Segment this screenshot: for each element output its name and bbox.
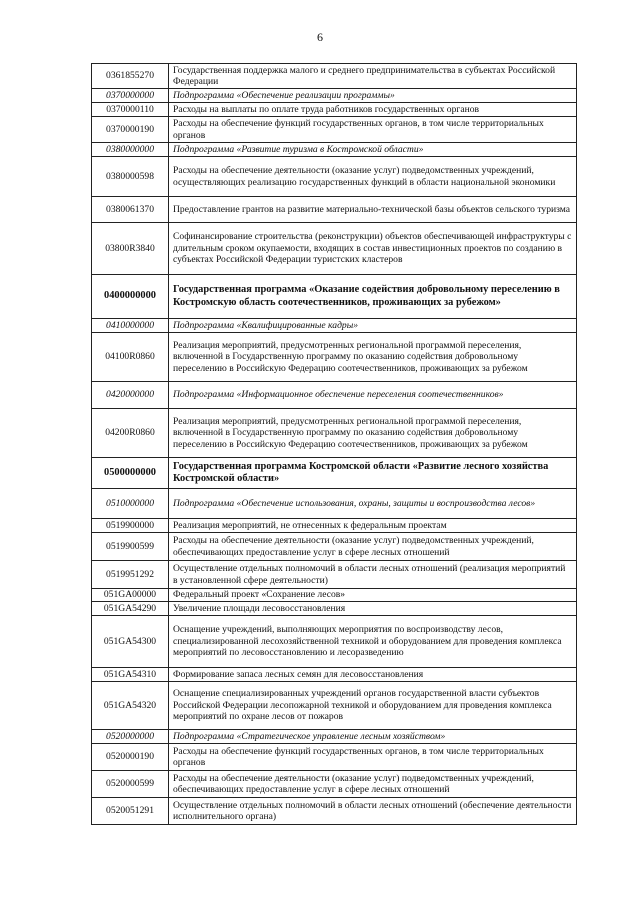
table-row: [92, 561, 577, 589]
budget-classification-table: [91, 63, 577, 825]
row-code: 0370000000: [92, 89, 169, 103]
row-description: Государственная программа Костромской области «Развитие лесного хозяйства Костромской области»: [169, 458, 577, 489]
table-row: [92, 682, 577, 730]
row-description: Подпрограмма «Информационное обеспечение переселения соотечественников»: [169, 382, 577, 409]
row-description: Расходы на обеспечение функций государственных органов, в том числе территориальных органов: [169, 744, 577, 771]
row-code: 0370000110: [92, 103, 169, 117]
row-code: 0370000190: [92, 117, 169, 143]
row-code: 0380000598: [92, 157, 169, 197]
table-row: [92, 117, 577, 143]
row-code: 0380061370: [92, 197, 169, 223]
table-row: [92, 333, 577, 382]
table-row: [92, 533, 577, 561]
row-code: 0520000190: [92, 744, 169, 771]
row-description: Расходы на обеспечение функций государственных органов, в том числе территориальных органов: [169, 117, 577, 143]
row-description: Осуществление отдельных полномочий в области лесных отношений (обеспечение деятельности исполнительного органа): [169, 798, 577, 825]
row-code: 0500000000: [92, 458, 169, 489]
row-code: 0519900599: [92, 533, 169, 561]
row-code: 04200R0860: [92, 409, 169, 458]
table-row: [92, 319, 577, 333]
row-description: Подпрограмма «Стратегическое управление лесным хозяйством»: [169, 730, 577, 744]
row-description: Реализация мероприятий, предусмотренных региональной программой переселения, включенной в Государственную программу по оказанию содействия добровольному переселению в Российскую Федерацию соотечественников, проживающих за рубежом: [169, 409, 577, 458]
table-row: [92, 275, 577, 319]
table-row: [92, 730, 577, 744]
table-row: [92, 157, 577, 197]
row-description: Расходы на выплаты по оплате труда работников государственных органов: [169, 103, 577, 117]
table-row: [92, 143, 577, 157]
row-code: 051GA54290: [92, 602, 169, 616]
table-row: [92, 409, 577, 458]
table-row: [92, 382, 577, 409]
table-row: [92, 64, 577, 89]
table-row: [92, 602, 577, 616]
table-row: [92, 103, 577, 117]
row-code: 0520051291: [92, 798, 169, 825]
row-description: Реализация мероприятий, не отнесенных к федеральным проектам: [169, 519, 577, 533]
row-description: Реализация мероприятий, предусмотренных региональной программой переселения, включенной в Государственную программу по оказанию содействия добровольному переселению в Российскую Федерацию соотечественников, проживающих за рубежом: [169, 333, 577, 382]
table-row: [92, 589, 577, 602]
row-code: 03800R3840: [92, 223, 169, 275]
row-description: Предоставление грантов на развитие материально-технической базы объектов сельского туризма: [169, 197, 577, 223]
page-number: 6: [317, 30, 323, 44]
row-description: Софинансирование строительства (реконструкции) объектов обеспечивающей инфраструктуры с длительным сроком окупаемости, входящих в состав инвестиционных проектов по созданию в субъектах Российской Федерации туристских кластеров: [169, 223, 577, 275]
row-description: Формирование запаса лесных семян для лесовосстановления: [169, 668, 577, 682]
row-code: 0510000000: [92, 489, 169, 519]
row-code: 051GA00000: [92, 589, 169, 602]
row-description: Подпрограмма «Развитие туризма в Костромской области»: [169, 143, 577, 157]
row-description: Федеральный проект «Сохранение лесов»: [169, 589, 577, 602]
table-row: [92, 616, 577, 668]
row-description: Оснащение специализированных учреждений органов государственной власти субъектов Российской Федерации лесопожарной техникой и оборудованием для проведения комплекса мероприятий по охране лесов от пожаров: [169, 682, 577, 730]
row-code: 04100R0860: [92, 333, 169, 382]
row-code: 0520000599: [92, 771, 169, 798]
table-row: [92, 771, 577, 798]
row-description: Государственная программа «Оказание содействия добровольному переселению в Костромскую область соотечественников, проживающих за рубежом»: [169, 275, 577, 319]
row-code: 0519900000: [92, 519, 169, 533]
row-description: Подпрограмма «Обеспечение использования, охраны, защиты и воспроизводства лесов»: [169, 489, 577, 519]
row-description: Государственная поддержка малого и среднего предпринимательства в субъектах Российской Федерации: [169, 64, 577, 89]
row-description: Подпрограмма «Квалифицированные кадры»: [169, 319, 577, 333]
row-description: Расходы на обеспечение деятельности (оказание услуг) подведомственных учреждений, обеспечивающих предоставление услуг в сфере лесных отношений: [169, 533, 577, 561]
row-code: 0520000000: [92, 730, 169, 744]
table-row: [92, 798, 577, 825]
row-code: 051GA54320: [92, 682, 169, 730]
row-code: 0400000000: [92, 275, 169, 319]
table-row: [92, 744, 577, 771]
row-description: Подпрограмма «Обеспечение реализации программы»: [169, 89, 577, 103]
row-description: Расходы на обеспечение деятельности (оказание услуг) подведомственных учреждений, обеспечивающих предоставление услуг в сфере лесных отношений: [169, 771, 577, 798]
table-row: [92, 223, 577, 275]
table-row: [92, 489, 577, 519]
row-description: Оснащение учреждений, выполняющих мероприятия по воспроизводству лесов, специализированной лесохозяйственной техникой и оборудованием для проведения комплекса мероприятий по лесовосстановлению и лесоразведению: [169, 616, 577, 668]
table-body: [92, 64, 577, 825]
row-code: 0361855270: [92, 64, 169, 89]
table-row: [92, 668, 577, 682]
row-code: 0380000000: [92, 143, 169, 157]
row-description: Осуществление отдельных полномочий в области лесных отношений (реализация мероприятий в установленной сфере деятельности): [169, 561, 577, 589]
row-description: Расходы на обеспечение деятельности (оказание услуг) подведомственных учреждений, осуществляющих реализацию государственных функций в области национальной экономики: [169, 157, 577, 197]
table-row: [92, 458, 577, 489]
row-description: Увеличение площади лесовосстановления: [169, 602, 577, 616]
row-code: 051GA54310: [92, 668, 169, 682]
table-row: [92, 197, 577, 223]
row-code: 0420000000: [92, 382, 169, 409]
table-row: [92, 519, 577, 533]
table-row: [92, 89, 577, 103]
row-code: 051GA54300: [92, 616, 169, 668]
row-code: 0410000000: [92, 319, 169, 333]
row-code: 0519951292: [92, 561, 169, 589]
